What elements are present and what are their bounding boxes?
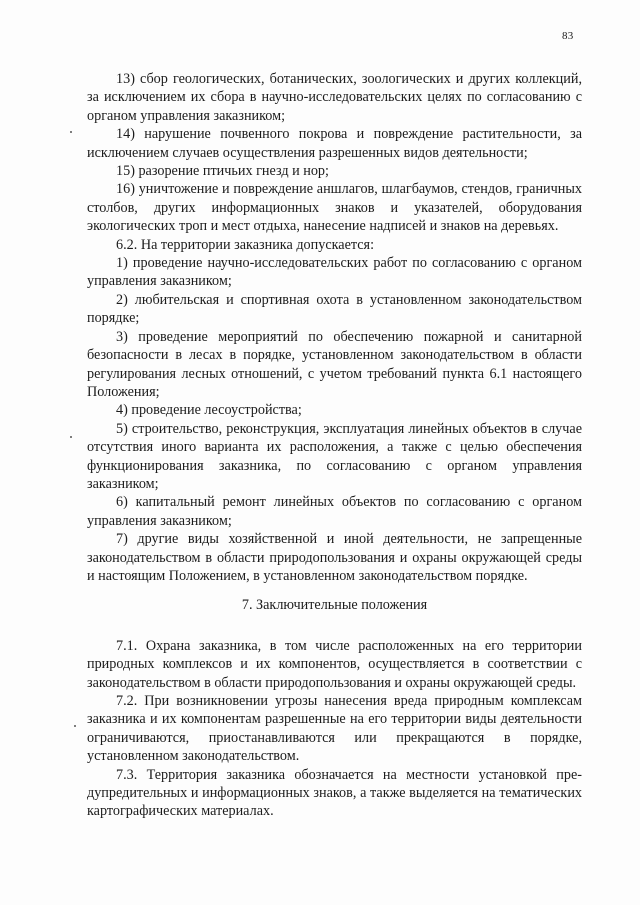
allowed-item-4: 4) проведение лесоустройства; (116, 402, 302, 419)
clause-7-2: 7.2. При возникновении угрозы нанесения вреда природным комплексам заказника и их компонентам разрешенные на его территории виды деятельности ограничиваются, приостанавливаются или прекращаются в порядке, установленном законодательством. (87, 693, 582, 765)
document-body (87, 70, 582, 821)
allowed-item-6: 6) капитальный ремонт линейных объектов по согласованию с органом управления заказником; (87, 494, 582, 529)
scan-artifact-dot (70, 436, 72, 438)
allowed-item-5: 5) строительство, реконструкция, эксплуатация линейных объектов в случае отсутствия иного варианта их расположения, а также с целью обеспечения функционирования заказника, по согласованию с органом управления заказником; (87, 420, 582, 492)
clause-7-3: 7.3. Территория заказника обозначается на местности установкой предупредительных и информационных знаков, а также выделяется на тематических картографических материалах. (87, 766, 582, 820)
clause-7-1: 7.1. Охрана заказника, в том числе расположенных на его территории природных комплексов и их компонентов, осуществляется в соответствии с законодательством в области природопользования и охраны окружающей среды. (87, 637, 582, 691)
allowed-item-7: 7) другие виды хозяйственной и иной деятельности, не запрещенные законодательством в области природопользования и охраны окружающей среды и настоящим Положением, в установленном законодательством порядке. (87, 531, 582, 584)
list-item-15: 15) разорение птичьих гнезд и нор; (116, 163, 329, 180)
allowed-item-2: 2) любительская и спортивная охота в установленном законодательством порядке; (87, 291, 582, 327)
list-item-14: 14) нарушение почвенного покрова и повреждение растительности, за исключением случаев осуществления разрешенных видов деятельности; (87, 126, 582, 161)
scan-artifact-dot (70, 131, 72, 133)
clause-6-2: 6.2. На территории заказника допускается: (116, 236, 375, 253)
allowed-item-3: 3) проведение мероприятий по обеспечению пожарной и санитарной безопасности в лесах в порядке, установленном законодательством в области регулирования лесных отношений, с учетом требований пункта 6.1 настоящего Положения; (87, 328, 582, 400)
page-number: 83 (562, 30, 574, 42)
section-heading: 7. Заключительные положения (241, 597, 428, 614)
list-item-13: 13) сбор геологических, ботанических, зоологических и других коллекций, за исключением их сбора в научно-исследовательских целях по согласованию с органом управления заказником; (87, 71, 582, 124)
list-item-16: 16) уничтожение и повреждение аншлагов, шлагбаумов, стендов, граничных столбов, других информационных знаков и указателей, оборудования экологических троп и мест отдыха, нанесение надписей и знаков на деревьях. (87, 181, 582, 235)
scan-artifact-dot (74, 725, 76, 727)
allowed-item-1: 1) проведение научно-исследовательских работ по согласованию с органом управления заказником; (87, 255, 582, 290)
